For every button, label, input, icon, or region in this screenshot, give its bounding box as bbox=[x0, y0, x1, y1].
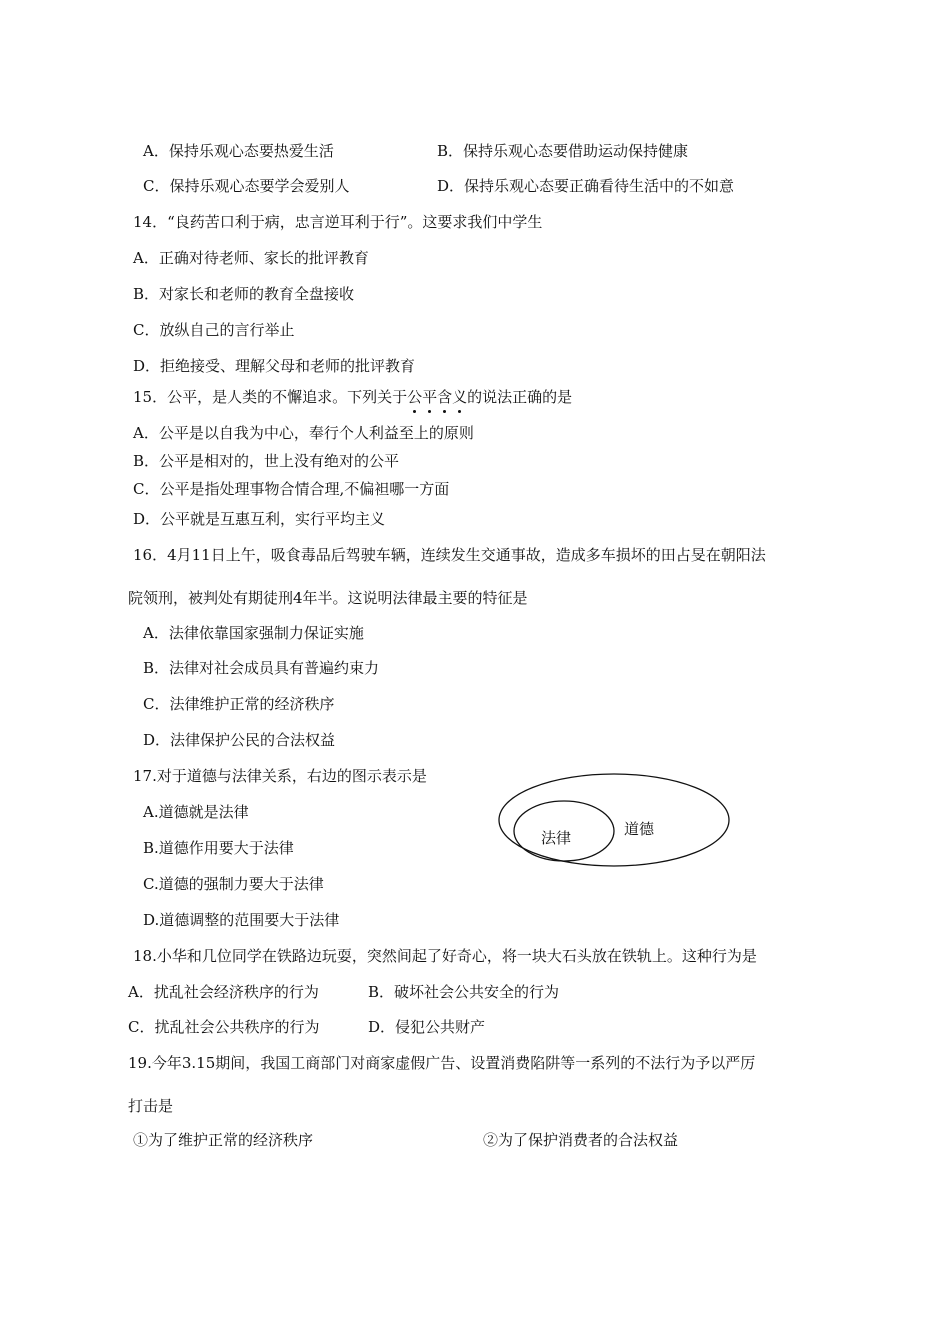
q19-option-1: ①为了维护正常的经济秩序 bbox=[133, 1131, 314, 1149]
q18-option-c: C．扰乱社会公共秩序的行为 bbox=[128, 1018, 320, 1036]
q19-stem-line1: 19.今年3.15期间，我国工商部门对商家虚假广告、设置消费陷阱等一系列的不法行为予以严厉 bbox=[128, 1054, 756, 1072]
q13-option-b: B．保持乐观心态要借助运动保持健康 bbox=[437, 142, 689, 160]
q13-option-a: A．保持乐观心态要热爱生活 bbox=[143, 142, 334, 160]
q15-stem bbox=[133, 387, 572, 407]
label-morality: 道德 bbox=[624, 820, 655, 838]
q17-stem: 17.对于道德与法律关系，右边的图示表示是 bbox=[133, 767, 427, 785]
q15-emphasis-char: 含 bbox=[437, 388, 453, 406]
q17-option-a: A.道德就是法律 bbox=[143, 803, 249, 821]
q15-emphasis-char: 平 bbox=[422, 388, 438, 406]
q13-option-d: D．保持乐观心态要正确看待生活中的不如意 bbox=[437, 177, 735, 195]
q18-option-d: D．侵犯公共财产 bbox=[368, 1018, 486, 1036]
q16-option-a: A．法律依靠国家强制力保证实施 bbox=[143, 624, 364, 642]
q16-stem-line1: 16．4月11日上午，吸食毒品后驾驶车辆，连续发生交通事故，造成多车损坏的田占旻在朝阳法 bbox=[133, 546, 766, 564]
q17-option-c: C.道德的强制力要大于法律 bbox=[143, 875, 324, 893]
q19-stem-line2: 打击是 bbox=[128, 1097, 174, 1115]
q15-stem-before: 15．公平，是人类的不懈追求。下列关于 bbox=[133, 388, 408, 406]
q18-stem: 18.小华和几位同学在铁路边玩耍，突然间起了好奇心，将一块大石头放在铁轨上。这种行为是 bbox=[133, 947, 757, 965]
q14-stem: 14．“良药苦口利于病，忠言逆耳利于行”。这要求我们中学生 bbox=[133, 213, 543, 231]
q15-option-d: D．公平就是互惠互利，实行平均主义 bbox=[133, 510, 386, 528]
q13-option-c: C．保持乐观心态要学会爱别人 bbox=[143, 177, 350, 195]
q15-option-c: C．公平是指处理事物合情合理,不偏袒哪一方面 bbox=[133, 480, 450, 498]
q14-option-c: C．放纵自己的言行举止 bbox=[133, 321, 295, 339]
q14-option-d: D．拒绝接受、理解父母和老师的批评教育 bbox=[133, 357, 416, 375]
q15-emphasis-char: 公 bbox=[407, 388, 423, 406]
q18-option-a: A．扰乱社会经济秩序的行为 bbox=[128, 983, 319, 1001]
q17-option-d: D.道德调整的范围要大于法律 bbox=[143, 911, 340, 929]
morality-law-diagram bbox=[497, 771, 733, 867]
q19-option-2: ②为了保护消费者的合法权益 bbox=[483, 1131, 679, 1149]
q15-option-a: A．公平是以自我为中心，奉行个人利益至上的原则 bbox=[133, 424, 474, 442]
q14-option-b: B．对家长和老师的教育全盘接收 bbox=[133, 285, 355, 303]
outer-ellipse-morality bbox=[499, 774, 729, 866]
q16-stem-line2: 院领刑，被判处有期徒刑4年半。这说明法律最主要的特征是 bbox=[128, 589, 528, 607]
q18-option-b: B．破坏社会公共安全的行为 bbox=[368, 983, 560, 1001]
q15-option-b: B．公平是相对的，世上没有绝对的公平 bbox=[133, 452, 400, 470]
q15-emphasis-char: 义 bbox=[452, 388, 468, 406]
q16-option-d: D．法律保护公民的合法权益 bbox=[143, 731, 336, 749]
q17-option-b: B.道德作用要大于法律 bbox=[143, 839, 294, 857]
q16-option-c: C．法律维护正常的经济秩序 bbox=[143, 695, 335, 713]
label-law: 法律 bbox=[541, 829, 572, 847]
q14-option-a: A．正确对待老师、家长的批评教育 bbox=[133, 249, 369, 267]
q15-stem-after: 的说法正确的是 bbox=[467, 388, 573, 406]
q16-option-b: B．法律对社会成员具有普遍约束力 bbox=[143, 659, 380, 677]
